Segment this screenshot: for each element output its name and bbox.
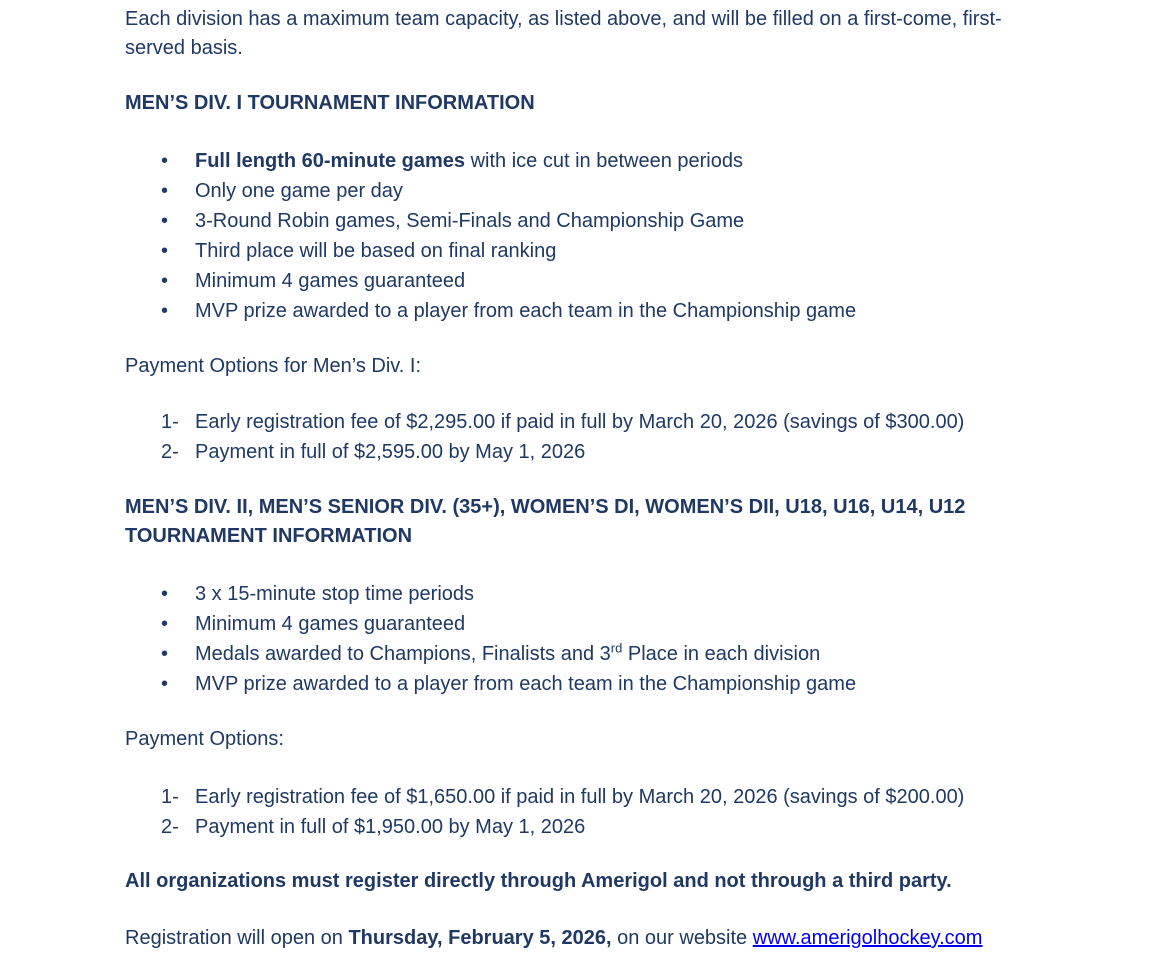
registration-text: Registration will open on bbox=[125, 927, 349, 949]
website-link[interactable]: www.amerigolhockey.com bbox=[752, 927, 983, 949]
div1-payment-list bbox=[125, 407, 964, 467]
bullet-text: Medals awarded to Champions, Finalists and 3 bbox=[195, 643, 611, 665]
list-number: 1- bbox=[161, 411, 179, 433]
bullet-text: Third place will be based on final ranking bbox=[195, 240, 557, 262]
list-item bbox=[125, 266, 856, 296]
bullet-text: Place in each division bbox=[622, 643, 821, 665]
div2-payment-label: Payment Options: bbox=[125, 728, 284, 750]
bullet-icon: • bbox=[161, 150, 169, 172]
third-party-notice: All organizations must register directly through Amerigol and not through a third party. bbox=[125, 870, 952, 892]
div2-heading-line2: TOURNAMENT INFORMATION bbox=[125, 525, 413, 547]
list-item bbox=[125, 146, 856, 176]
registration-text: on our website bbox=[611, 927, 753, 949]
bullet-text: Minimum 4 games guaranteed bbox=[195, 613, 466, 635]
registration-line bbox=[125, 924, 982, 953]
bullet-text: Minimum 4 games guaranteed bbox=[195, 270, 466, 292]
ordinal-suffix: rd bbox=[610, 640, 623, 656]
bullet-icon: • bbox=[161, 300, 169, 322]
list-number: 2- bbox=[161, 816, 179, 838]
bullet-icon: • bbox=[161, 583, 169, 605]
list-item bbox=[125, 579, 856, 609]
list-item bbox=[125, 206, 856, 236]
list-item bbox=[125, 176, 856, 206]
div2-heading-line1: MEN’S DIV. II, MEN’S SENIOR DIV. (35+), WOMEN’S DI, WOMEN’S DII, U18, U16, U14, U12 bbox=[125, 496, 966, 518]
list-item bbox=[125, 407, 964, 437]
list-item bbox=[125, 609, 856, 639]
div1-payment-label: Payment Options for Men’s Div. I: bbox=[125, 355, 422, 377]
list-item bbox=[125, 639, 856, 669]
bullet-bold-text: Full length 60-minute games bbox=[195, 150, 466, 172]
div2-bullet-list bbox=[125, 579, 856, 699]
bullet-icon: • bbox=[161, 240, 169, 262]
bullet-text: with ice cut in between periods bbox=[465, 150, 743, 172]
payment-text: Payment in full of $1,950.00 by May 1, 2026 bbox=[195, 816, 586, 838]
bullet-text: MVP prize awarded to a player from each team in the Championship game bbox=[195, 300, 857, 322]
bullet-text: Only one game per day bbox=[195, 180, 403, 202]
div1-bullet-list bbox=[125, 146, 856, 326]
payment-text: Payment in full of $2,595.00 by May 1, 2026 bbox=[195, 441, 586, 463]
list-item bbox=[125, 812, 964, 842]
bullet-icon: • bbox=[161, 270, 169, 292]
list-item bbox=[125, 782, 964, 812]
bullet-text: 3-Round Robin games, Semi-Finals and Championship Game bbox=[195, 210, 745, 232]
list-number: 1- bbox=[161, 786, 179, 808]
list-item bbox=[125, 236, 856, 266]
payment-text: Early registration fee of $1,650.00 if paid in full by March 20, 2026 (savings of $200.00) bbox=[195, 786, 965, 808]
bullet-icon: • bbox=[161, 613, 169, 635]
list-item bbox=[125, 437, 964, 467]
bullet-text: MVP prize awarded to a player from each team in the Championship game bbox=[195, 673, 857, 695]
div1-heading: MEN’S DIV. I TOURNAMENT INFORMATION bbox=[125, 92, 535, 114]
div2-payment-list bbox=[125, 782, 964, 842]
bullet-icon: • bbox=[161, 673, 169, 695]
bullet-text: 3 x 15-minute stop time periods bbox=[195, 583, 475, 605]
intro-paragraph: Each division has a maximum team capacity, as listed above, and will be filled on a first-come, first-served basis. bbox=[125, 8, 1002, 59]
list-item bbox=[125, 669, 856, 699]
bullet-icon: • bbox=[161, 643, 169, 665]
bullet-icon: • bbox=[161, 180, 169, 202]
list-number: 2- bbox=[161, 441, 179, 463]
list-item bbox=[125, 296, 856, 326]
bullet-icon: • bbox=[161, 210, 169, 232]
payment-text: Early registration fee of $2,295.00 if paid in full by March 20, 2026 (savings of $300.00) bbox=[195, 411, 965, 433]
registration-date: Thursday, February 5, 2026, bbox=[348, 927, 612, 949]
